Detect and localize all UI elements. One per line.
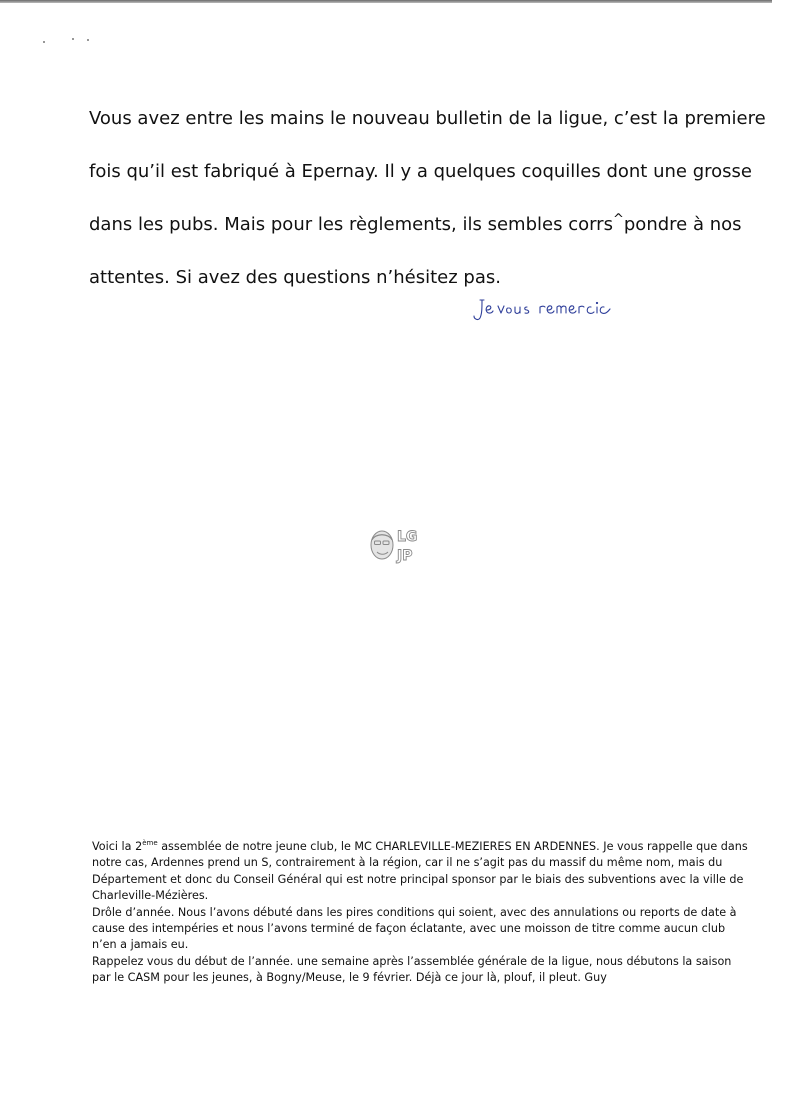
intro-paragraph xyxy=(89,92,766,304)
svg-text:LG: LG xyxy=(397,529,418,545)
body-p1-prefix: Voici la 2 xyxy=(92,840,143,853)
intro-line-4: attentes. Si avez des questions n’hésitez pas. xyxy=(89,267,501,288)
body-paragraph-1 xyxy=(92,839,752,905)
scan-top-edge xyxy=(0,0,772,3)
intro-line-3-text: dans les pubs. Mais pour les règlements, ils sembles corrs xyxy=(89,214,613,235)
scan-specks xyxy=(40,36,100,46)
body-paragraph-2: Drôle d’année. Nous l’avons débuté dans les pires conditions qui soient, avec des annulations ou reports de date à cause des intempéries et nous l’avons terminé de façon éclatante, avec une moisson de titre comme aucun club n’en a jamais eu. xyxy=(92,905,737,952)
ordinal-superscript: ème xyxy=(142,839,158,847)
stamp-logo xyxy=(366,524,426,566)
caret-mark: ^ xyxy=(612,212,624,227)
body-paragraph-3: Rappelez vous du début de l’année. une semaine après l’assemblée générale de la ligue, nous débutons la saison par le CASM pour les jeunes, à Bogny/Meuse, le 9 février. Déjà ce jour là, plouf, il pleut. Guy xyxy=(92,954,732,985)
handwritten-note xyxy=(470,294,620,322)
body-p1-rest: assemblée de notre jeune club, le MC CHARLEVILLE-MEZIERES EN ARDENNES. Je vous rappelle que dans notre cas, Ardennes prend un S, contrairement à la région, car il ne s’agit pas du massif du même nom, mais du Département et donc du Conseil Général qui est notre principal sponsor par le biais des subventions avec la ville de Charleville-Mézières. xyxy=(92,840,748,903)
intro-line-2: fois qu’il est fabriqué à Epernay. Il y a quelques coquilles dont une grosse xyxy=(89,161,752,182)
intro-line-3 xyxy=(89,198,742,251)
body-text xyxy=(92,839,752,987)
svg-text:JP: JP xyxy=(397,548,413,564)
face-stamp-icon xyxy=(371,531,393,559)
intro-line-3-end: pondre à nos xyxy=(623,214,742,235)
intro-line-1: Vous avez entre les mains le nouveau bulletin de la ligue, c’est la premiere xyxy=(89,108,766,129)
